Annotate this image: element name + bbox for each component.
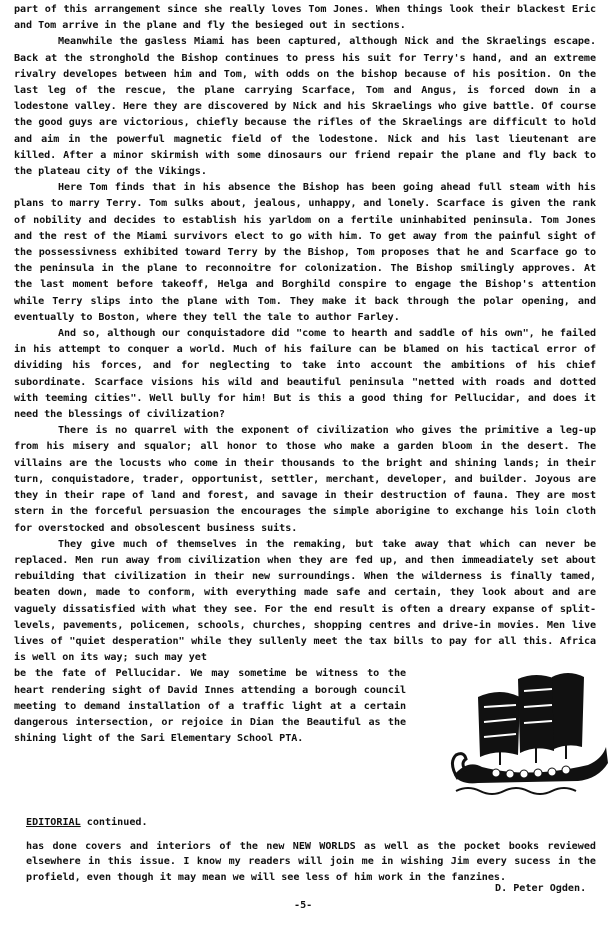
paragraph: And so, although our conquistadore did "come to hearth and saddle of his own", he failed in his attempt to conquer a world. Much of his failure can be blamed on his tactical error of dividing his forces, and for neglecting to take into account the ambitions of his chief subordinate. Scarface visions his wild and beautiful peninsula "netted with roads and dotted with teeming cities". Well bully for him! But is this a good thing for Pellucidar, and does it need the blessings of civilization?: [14, 328, 596, 421]
paragraph: Here Tom finds that in his absence the Bishop has been going ahead full steam with his plans to marry Terry. Tom sulks about, jealous, unhappy, and lonely. Scarface is given the rank of nobility and decides to establish his yarldom on a fertile uninhabited peninsula. Tom Jones and the rest of the Miami survivors elect to go with him. To get away from the painful sight of the possessivness exhibited toward Terry by the Bishop, Tom proposes that he and Scarface go to the peninsula in the plane to reconnoitre for colonization. The Bishop smilingly approves. At the last moment before takeoff, Helga and Borghild conspire to engage the Bishop's attention while Terry slips into the plane with Tom. They make it back through the polar opening, and eventually to Boston, where they tell the tale to author Farley.: [14, 182, 596, 323]
editorial-body: has done covers and interiors of the new NEW WORLDS as well as the pocket books reviewed elsewhere in this issue. I know my readers will join me in wishing Jim every sucess in the profield, even though it may mean we will see less of him work in the fanzines.: [26, 840, 596, 883]
closing-paragraph: be the fate of Pellucidar. We may sometime be witness to the heart rendering sight of David Innes attending a borough council meeting to demand installation of a traffic light at a certain dangerous intersection, or rejoice in Dian the Beautiful as the shining light of the Sari Elementary School PTA.: [14, 668, 406, 745]
editorial-title: EDITORIAL: [26, 817, 81, 828]
signature: D. Peter Ogden.: [495, 883, 587, 894]
paragraph: part of this arrangement since she really loves Tom Jones. When things look their blackest Eric and Tom arrive in the plane and fly the besieged out in sections.: [14, 4, 596, 32]
article-text: [14, 2, 596, 747]
paragraph: Meanwhile the gasless Miami has been captured, although Nick and the Skraelings escape. Back at the stronghold the Bishop continues to press his suit for Terry's hand, and an extreme rivalry developes between him and Tom, with odds on the bishop because of his position. On the last leg of the rescue, the plane carrying Scarface, Tom and Angus, is forced down in a lodestone valley. Here they are discovered by Nick and his Skraelings who give battle. Of course the good guys are victorious, chiefly because the rifles of the Skraelings are difficult to hold and aim in the powerful magnetic field of the lodestone. Nick and his last lieutenant are killed. After a minor skirmish with some dinosaurs our friend repair the plane and fly back to the plateau city of the Vikings.: [14, 36, 596, 178]
paragraph: There is no quarrel with the exponent of civilization who gives the primitive a leg-up from his misery and squalor; all honor to those who make a garden bloom in the desert. The villains are the locusts who come in their thousands to the bright and shining lands; in their turn, conquistadore, trader, opportunist, settler, merchant, developer, and builder. Joyous are they in their rape of land and forest, and savage in their destruction of fauna. They are most stern in the forceful persuasion the encourages the simple aborigine to exchange his loin cloth for overstocked and obsolescent business suits.: [14, 425, 596, 534]
editorial-title-suffix: continued.: [80, 817, 148, 828]
editorial-section: [26, 815, 596, 885]
editorial-heading: [26, 815, 596, 831]
page-number: -5-: [294, 900, 313, 911]
paragraph: They give much of themselves in the remaking, but take away that which can never be replaced. Men run away from civilization when they are fed up, and then immeadiately set about rebuilding that civilization in their new surroundings. When the wilderness is finally tamed, beaten down, made to conform, with everything made safe and certain, they look about and are vaguely dissatisfied with what they see. For the end result is often a dreary expanse of split-levels, pavements, policemen, schools, churches, shopping centres and drive-in movies. Men live lives of "quiet desperation" while they sullenly meet the tax bills to pay for all this. Africa is well on its way; such may yet: [14, 538, 596, 664]
viking-longship-icon: [448, 667, 608, 797]
